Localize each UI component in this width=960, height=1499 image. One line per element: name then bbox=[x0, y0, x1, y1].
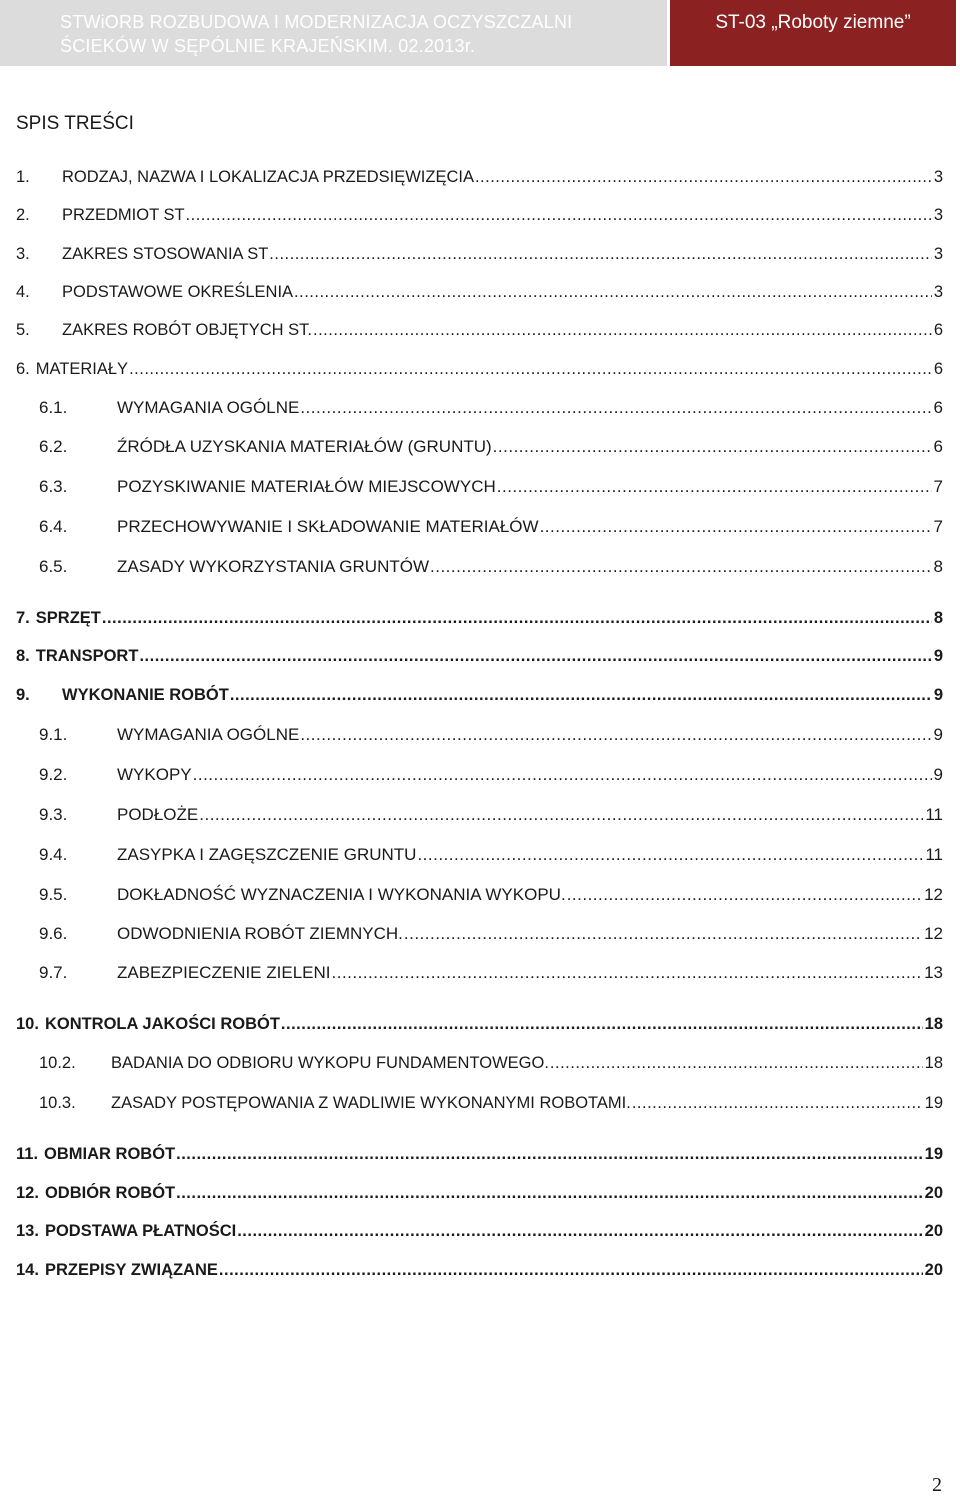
toc-entry[interactable] bbox=[16, 437, 943, 461]
dot-leader bbox=[176, 1184, 923, 1203]
toc-entry-number: 10.3. bbox=[39, 1094, 76, 1112]
toc-entry-page: 3 bbox=[933, 283, 943, 301]
toc-entry-number: 6.3. bbox=[39, 477, 68, 496]
toc-entry-title: WYKONANIE ROBÓT bbox=[62, 686, 229, 704]
toc-entry-page: 9 bbox=[933, 725, 943, 744]
toc-entry-number: 9.4. bbox=[39, 845, 68, 864]
toc-entry-page: 3 bbox=[933, 168, 943, 186]
toc-entry-page: 20 bbox=[924, 1222, 943, 1240]
document-title-line-1: STWiORB ROZBUDOWA I MODERNIZACJA OCZYSZCZALNI bbox=[60, 12, 573, 32]
toc-entry-title: KONTROLA JAKOŚCI ROBÓT bbox=[44, 1015, 280, 1033]
dot-leader bbox=[550, 1054, 923, 1073]
toc-entry-title: PODSTAWOWE OKREŚLENIA bbox=[62, 283, 294, 301]
toc-entry[interactable] bbox=[16, 686, 943, 710]
dot-leader bbox=[176, 1145, 923, 1164]
toc-entry-page: 19 bbox=[924, 1094, 943, 1112]
toc-entry-page: 20 bbox=[924, 1261, 943, 1279]
toc-entry-number: 4. bbox=[16, 283, 30, 301]
toc-entry-number: 13. bbox=[16, 1222, 39, 1240]
toc-entry-page: 3 bbox=[933, 206, 943, 224]
toc-entry[interactable] bbox=[16, 1094, 943, 1118]
toc-entry-number: 7. bbox=[16, 609, 30, 627]
toc-entry-page: 12 bbox=[924, 924, 943, 943]
toc-entry[interactable] bbox=[16, 360, 943, 384]
toc-entry-number: 11. bbox=[16, 1145, 39, 1163]
document-title-line-2: ŚCIEKÓW W SĘPÓLNIE KRAJEŃSKIM. 02.2013r. bbox=[60, 36, 476, 56]
toc-entry-title: PRZEDMIOT ST bbox=[62, 206, 185, 224]
toc-entry-page: 3 bbox=[933, 245, 943, 263]
toc-entry-page: 8 bbox=[933, 609, 943, 627]
dot-leader bbox=[632, 1094, 923, 1113]
toc-entry-page: 7 bbox=[933, 477, 943, 496]
toc-entry-page: 8 bbox=[933, 557, 943, 576]
toc-entry-title: ODBIÓR ROBÓT bbox=[44, 1184, 176, 1202]
toc-entry[interactable] bbox=[16, 206, 943, 230]
toc-entry-page: 6 bbox=[933, 398, 943, 417]
dot-leader bbox=[102, 609, 932, 628]
dot-leader bbox=[404, 924, 922, 944]
toc-entry-title: ODWODNIENIA ROBÓT ZIEMNYCH. bbox=[117, 924, 403, 943]
dot-leader bbox=[417, 845, 923, 865]
toc-entry-number: 5. bbox=[16, 321, 30, 339]
toc-entry-number: 6.2. bbox=[39, 437, 68, 456]
dot-leader bbox=[475, 168, 932, 187]
toc-entry-number: 9.5. bbox=[39, 885, 68, 904]
toc-entry-number: 10.2. bbox=[39, 1054, 76, 1072]
dot-leader bbox=[219, 1261, 923, 1280]
toc-entry-page: 9 bbox=[933, 647, 943, 665]
toc-entry[interactable] bbox=[16, 609, 943, 633]
toc-entry-number: 1. bbox=[16, 168, 30, 186]
dot-leader bbox=[300, 398, 931, 418]
toc-entry-title: ŹRÓDŁA UZYSKANIA MATERIAŁÓW (GRUNTU) bbox=[117, 437, 492, 456]
toc-entry-number: 3. bbox=[16, 245, 30, 263]
toc-entry-page: 9 bbox=[933, 686, 943, 704]
toc-entry[interactable] bbox=[16, 924, 943, 948]
toc-entry-page: 13 bbox=[924, 963, 943, 982]
toc-entry-number: 9. bbox=[16, 686, 30, 704]
document-title bbox=[60, 10, 660, 58]
toc-entry-page: 11 bbox=[925, 805, 943, 824]
toc-entry-title: PRZEPISY ZWIĄZANE bbox=[44, 1261, 218, 1279]
dot-leader bbox=[300, 725, 931, 745]
toc-entry[interactable] bbox=[16, 1145, 943, 1169]
toc-entry-title: WYKOPY bbox=[117, 765, 192, 784]
dot-leader bbox=[230, 686, 932, 705]
toc-entry-title: ZAKRES STOSOWANIA ST bbox=[62, 245, 269, 263]
toc-entry-number: 9.7. bbox=[39, 963, 68, 982]
toc-entry-title: ZABEZPIECZENIE ZIELENI bbox=[117, 963, 331, 982]
page-header bbox=[0, 0, 960, 66]
toc-entry[interactable] bbox=[16, 725, 943, 749]
toc-entry[interactable] bbox=[16, 1184, 943, 1208]
toc-entry-page: 19 bbox=[924, 1145, 943, 1163]
toc-entry[interactable] bbox=[16, 557, 943, 581]
dot-leader bbox=[269, 245, 932, 264]
dot-leader bbox=[493, 437, 932, 457]
toc-entry-number: 6.5. bbox=[39, 557, 68, 576]
toc-entry[interactable] bbox=[16, 647, 943, 671]
dot-leader bbox=[281, 1015, 923, 1034]
page-number: 2 bbox=[932, 1474, 942, 1496]
toc-entry[interactable] bbox=[16, 245, 943, 269]
toc-entry-title: MATERIAŁY bbox=[35, 360, 129, 378]
toc-entry-page: 20 bbox=[924, 1184, 943, 1202]
toc-entry-number: 9.3. bbox=[39, 805, 68, 824]
toc-entry[interactable] bbox=[16, 1015, 943, 1039]
toc-entry-number: 9.1. bbox=[39, 725, 68, 744]
toc-heading: SPIS TREŚCI bbox=[16, 113, 134, 134]
dot-leader bbox=[139, 647, 931, 666]
toc-entry[interactable] bbox=[16, 477, 943, 501]
toc-entry[interactable] bbox=[16, 517, 943, 541]
toc-entry-page: 6 bbox=[933, 360, 943, 378]
toc-entry-number: 6.4. bbox=[39, 517, 68, 536]
dot-leader bbox=[567, 885, 922, 905]
toc-entry-number: 9.6. bbox=[39, 924, 68, 943]
toc-entry-title: ZASYPKA I ZAGĘSZCZENIE GRUNTU bbox=[117, 845, 417, 864]
toc-entry[interactable] bbox=[16, 321, 943, 345]
toc-entry-title: DOKŁADNOŚĆ WYZNACZENIA I WYKONANIA WYKOPU. bbox=[117, 885, 566, 904]
toc-entry[interactable] bbox=[16, 168, 943, 192]
toc-entry-number: 14. bbox=[16, 1261, 39, 1279]
toc-entry[interactable] bbox=[16, 805, 943, 829]
toc-entry-number: 2. bbox=[16, 206, 30, 224]
toc-entry-title: ZASADY WYKORZYSTANIA GRUNTÓW bbox=[117, 557, 430, 576]
spec-code: ST-03 „Roboty ziemne” bbox=[715, 12, 911, 33]
dot-leader bbox=[237, 1222, 922, 1241]
toc-entry-number: 10. bbox=[16, 1015, 39, 1033]
toc-entry[interactable] bbox=[16, 963, 943, 987]
dot-leader bbox=[497, 477, 932, 497]
toc-entry-page: 18 bbox=[924, 1054, 943, 1072]
toc-entry[interactable] bbox=[16, 1054, 943, 1078]
dot-leader bbox=[186, 206, 932, 225]
toc-entry-title: SPRZĘT bbox=[35, 609, 101, 627]
toc-entry-title: WYMAGANIA OGÓLNE bbox=[117, 398, 300, 417]
toc-entry-page: 6 bbox=[933, 321, 943, 339]
toc-entry-title: POZYSKIWANIE MATERIAŁÓW MIEJSCOWYCH bbox=[117, 477, 496, 496]
toc-entry-page: 9 bbox=[933, 765, 943, 784]
toc-entry-number: 9.2. bbox=[39, 765, 68, 784]
toc-entry-title: OBMIAR ROBÓT bbox=[44, 1145, 176, 1163]
header-title-band bbox=[0, 0, 667, 66]
toc-entry-title: PODŁOŻE bbox=[117, 805, 199, 824]
toc-entry-page: 7 bbox=[933, 517, 943, 536]
dot-leader bbox=[294, 283, 932, 302]
toc-entry[interactable] bbox=[16, 885, 943, 909]
dot-leader bbox=[540, 517, 932, 537]
toc-entry-number: 8. bbox=[16, 647, 30, 665]
toc-entry[interactable] bbox=[16, 398, 943, 422]
dot-leader bbox=[430, 557, 932, 577]
toc-entry[interactable] bbox=[16, 283, 943, 307]
toc-entry-page: 12 bbox=[924, 885, 943, 904]
dot-leader bbox=[199, 805, 923, 825]
toc-entry-number: 6.1. bbox=[39, 398, 68, 417]
dot-leader bbox=[129, 360, 932, 379]
toc-entry[interactable] bbox=[16, 1222, 943, 1246]
toc-entry-title: WYMAGANIA OGÓLNE bbox=[117, 725, 300, 744]
toc-entry-title: PODSTAWA PŁATNOŚCI bbox=[44, 1222, 237, 1240]
toc-entry-title: BADANIA DO ODBIORU WYKOPU FUNDAMENTOWEGO. bbox=[111, 1054, 549, 1072]
dot-leader bbox=[332, 963, 923, 983]
toc-entry-page: 18 bbox=[924, 1015, 943, 1033]
dot-leader bbox=[313, 321, 932, 340]
toc-entry-title: RODZAJ, NAZWA I LOKALIZACJA PRZEDSIĘWIZĘCIA bbox=[62, 168, 474, 186]
toc-entry-title: ZAKRES ROBÓT OBJĘTYCH ST. bbox=[62, 321, 312, 339]
toc-entry-title: TRANSPORT bbox=[35, 647, 139, 665]
toc-entry[interactable] bbox=[16, 1261, 943, 1285]
toc-entry-number: 12. bbox=[16, 1184, 39, 1202]
toc-entry-page: 6 bbox=[933, 437, 943, 456]
toc-entry-title: PRZECHOWYWANIE I SKŁADOWANIE MATERIAŁÓW bbox=[117, 517, 539, 536]
toc-entry-page: 11 bbox=[925, 845, 943, 864]
toc-entry-title: ZASADY POSTĘPOWANIA Z WADLIWIE WYKONANYMI ROBOTAMI. bbox=[111, 1094, 631, 1112]
toc-entry[interactable] bbox=[16, 765, 943, 789]
toc-entry[interactable] bbox=[16, 845, 943, 869]
dot-leader bbox=[193, 765, 932, 785]
toc-entry-number: 6. bbox=[16, 360, 30, 378]
spec-code-band bbox=[670, 0, 956, 66]
